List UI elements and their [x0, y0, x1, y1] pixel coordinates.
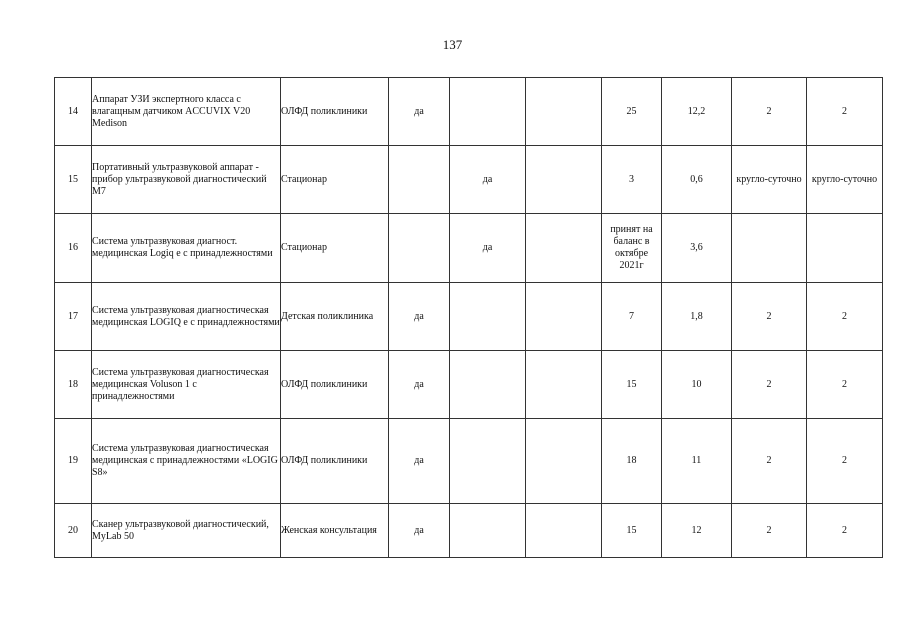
cell-col9: кругло-суточно [732, 146, 807, 214]
department: Стационар [281, 146, 389, 214]
equipment-name: Система ультразвуковая диагностическая медицинская Voluson 1 с принадлежностями [92, 351, 281, 419]
cell-col7: 15 [602, 351, 662, 419]
department: ОЛФД поликлиники [281, 419, 389, 504]
cell-col8: 0,6 [662, 146, 732, 214]
cell-col10: 2 [807, 78, 883, 146]
cell-col8: 11 [662, 419, 732, 504]
row-number: 18 [55, 351, 92, 419]
equipment-name: Система ультразвуковая диагностическая медицинская LOGIQ e с принадлежностями [92, 283, 281, 351]
cell-col5 [450, 504, 526, 558]
cell-col6 [526, 214, 602, 283]
cell-col9: 2 [732, 283, 807, 351]
cell-col8: 10 [662, 351, 732, 419]
page-number: 137 [442, 37, 463, 52]
table-row [55, 351, 883, 419]
equipment-name: Сканер ультразвуковой диагностический, MyLab 50 [92, 504, 281, 558]
equipment-name: Система ультразвуковая диагностическая медицинская с принадлежностями «LOGIG S8» [92, 419, 281, 504]
equipment-name: Система ультразвуковая диагност. медицинская Logiq e с принадлежностями [92, 214, 281, 283]
cell-col10: 2 [807, 283, 883, 351]
table-row [55, 78, 883, 146]
cell-col7: принят на баланс в октябре 2021г [602, 214, 662, 283]
cell-col9: 2 [732, 351, 807, 419]
table-row [55, 419, 883, 504]
cell-col4: да [389, 351, 450, 419]
cell-col6 [526, 419, 602, 504]
table-row [55, 283, 883, 351]
cell-col9: 2 [732, 78, 807, 146]
row-number: 20 [55, 504, 92, 558]
department: ОЛФД поликлиники [281, 351, 389, 419]
department: Женская консультация [281, 504, 389, 558]
cell-col4 [389, 146, 450, 214]
department: ОЛФД поликлиники [281, 78, 389, 146]
department: Детская поликлиника [281, 283, 389, 351]
row-number: 15 [55, 146, 92, 214]
cell-col5: да [450, 146, 526, 214]
cell-col5 [450, 351, 526, 419]
cell-col9 [732, 214, 807, 283]
cell-col10 [807, 214, 883, 283]
equipment-name: Аппарат УЗИ экспертного класса с влагащным датчиком ACCUVIX V20 Medison [92, 78, 281, 146]
cell-col8: 1,8 [662, 283, 732, 351]
cell-col10: 2 [807, 504, 883, 558]
cell-col4 [389, 214, 450, 283]
cell-col4: да [389, 78, 450, 146]
table-row [55, 146, 883, 214]
cell-col5 [450, 419, 526, 504]
cell-col7: 7 [602, 283, 662, 351]
cell-col7: 3 [602, 146, 662, 214]
cell-col5: да [450, 214, 526, 283]
cell-col6 [526, 351, 602, 419]
cell-col10: 2 [807, 419, 883, 504]
cell-col6 [526, 146, 602, 214]
cell-col6 [526, 283, 602, 351]
cell-col9: 2 [732, 504, 807, 558]
table-row [55, 504, 883, 558]
table-row [55, 214, 883, 283]
cell-col4: да [389, 504, 450, 558]
cell-col4: да [389, 419, 450, 504]
cell-col7: 25 [602, 78, 662, 146]
department: Стационар [281, 214, 389, 283]
cell-col8: 12,2 [662, 78, 732, 146]
equipment-table [54, 77, 883, 558]
cell-col5 [450, 78, 526, 146]
cell-col6 [526, 504, 602, 558]
cell-col10: кругло-суточно [807, 146, 883, 214]
cell-col10: 2 [807, 351, 883, 419]
row-number: 14 [55, 78, 92, 146]
cell-col7: 18 [602, 419, 662, 504]
cell-col6 [526, 78, 602, 146]
cell-col9: 2 [732, 419, 807, 504]
cell-col8: 12 [662, 504, 732, 558]
cell-col5 [450, 283, 526, 351]
row-number: 17 [55, 283, 92, 351]
cell-col8: 3,6 [662, 214, 732, 283]
row-number: 16 [55, 214, 92, 283]
equipment-name: Портативный ультразвуковой аппарат - прибор ультразвуковой диагностический M7 [92, 146, 281, 214]
cell-col7: 15 [602, 504, 662, 558]
cell-col4: да [389, 283, 450, 351]
row-number: 19 [55, 419, 92, 504]
